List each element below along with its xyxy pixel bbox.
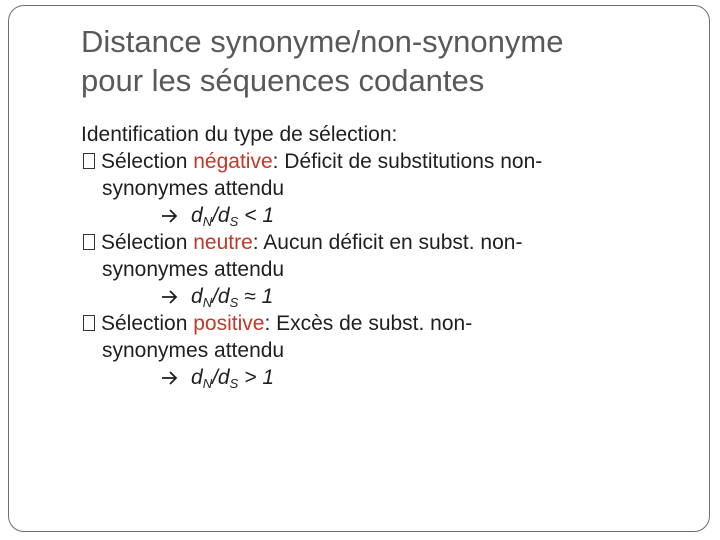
list-item-positive	[81, 310, 681, 337]
ratio-operator: < 1	[244, 204, 275, 227]
ratio-sub-s: S	[229, 376, 239, 391]
right-arrow-icon	[161, 369, 179, 387]
ratio-operator: > 1	[244, 366, 275, 389]
ratio-sub-n: N	[202, 376, 213, 391]
title-line-1: Distance synonyme/non-synonyme	[81, 24, 564, 59]
ratio-d2: d	[217, 366, 230, 389]
item-text	[101, 148, 542, 175]
slide-body	[81, 121, 681, 391]
intro-text: Identification du type de sélection:	[81, 123, 398, 146]
slide-title	[81, 22, 563, 100]
ratio-sub-n: N	[202, 214, 213, 229]
ratio-sub-s: S	[229, 295, 239, 310]
ratio-d2: d	[217, 285, 230, 308]
ratio-d1: d	[191, 204, 203, 227]
list-item-negative	[81, 148, 681, 175]
ratio-d1: d	[191, 366, 203, 389]
ratio-operator: ≈ 1	[244, 285, 274, 308]
ratio-d2: d	[217, 204, 230, 227]
ratio-slash: /	[212, 366, 218, 389]
ratio-line-neutral	[81, 283, 681, 310]
item-prefix: Sélection	[101, 231, 194, 254]
item-text	[101, 229, 522, 256]
right-arrow-icon	[161, 207, 179, 225]
ratio-d1: d	[191, 285, 203, 308]
item-continuation: synonymes attendu	[102, 339, 285, 362]
item-keyword: neutre	[193, 231, 253, 254]
title-line-2: pour les séquences codantes	[81, 63, 485, 98]
ratio-expression	[191, 283, 238, 310]
item-keyword: positive	[193, 312, 265, 335]
slide-frame	[8, 5, 710, 532]
ratio-slash: /	[212, 285, 218, 308]
ratio-line-negative	[81, 202, 681, 229]
right-arrow-icon	[161, 288, 179, 306]
square-bullet-icon	[83, 315, 95, 331]
item-rest: : Excès de subst. non-	[264, 312, 473, 335]
ratio-expression	[191, 202, 238, 229]
item-keyword: négative	[193, 150, 273, 173]
ratio-sub-n: N	[202, 295, 213, 310]
ratio-expression	[191, 364, 238, 391]
square-bullet-icon	[83, 234, 95, 250]
item-rest: : Aucun déficit en subst. non-	[252, 231, 523, 254]
ratio-sub-s: S	[229, 214, 239, 229]
item-prefix: Sélection	[101, 150, 194, 173]
item-continuation: synonymes attendu	[102, 258, 285, 281]
list-item-neutral	[81, 229, 681, 256]
item-prefix: Sélection	[101, 312, 194, 335]
square-bullet-icon	[83, 153, 95, 169]
item-continuation: synonymes attendu	[102, 177, 285, 200]
ratio-slash: /	[212, 204, 218, 227]
ratio-line-positive	[81, 364, 681, 391]
item-rest: : Déficit de substitutions non-	[272, 150, 543, 173]
item-text	[101, 310, 472, 337]
